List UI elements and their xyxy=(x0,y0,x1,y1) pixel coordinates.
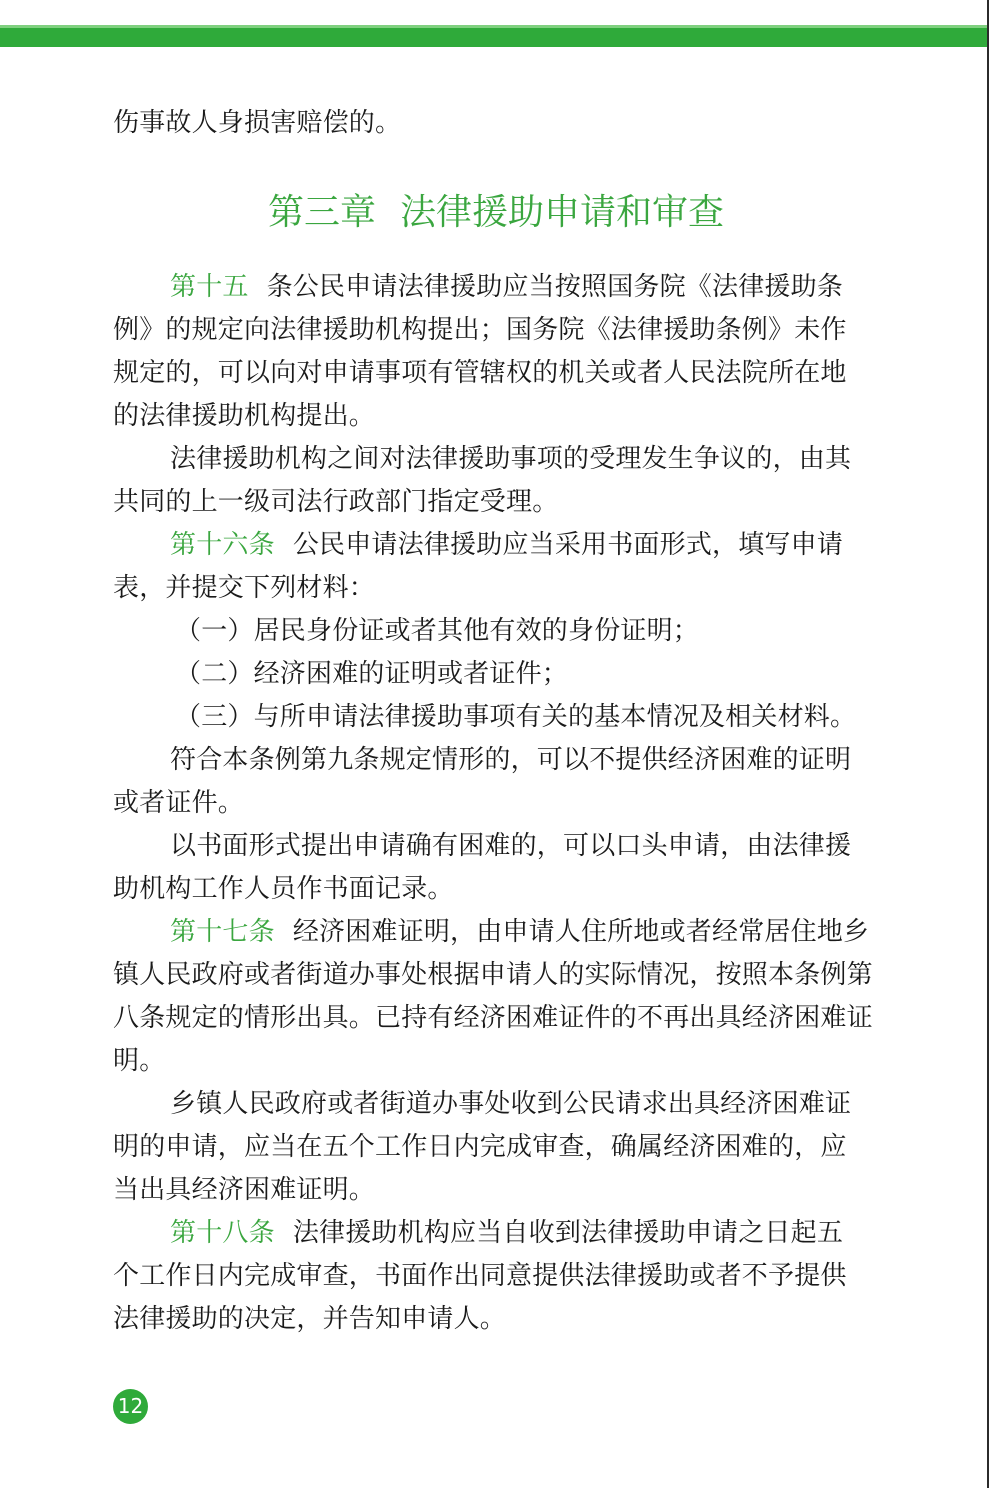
page-body xyxy=(113,102,879,1341)
article-15-first-line xyxy=(113,266,879,309)
page-edge-line xyxy=(987,0,989,1488)
article-text: 明。 xyxy=(113,1046,166,1076)
article-text: 公民申请法律援助应当采用书面形式，填写申请 xyxy=(292,530,844,560)
article-text: 符合本条例第九条规定情形的，可以不提供经济困难的证明 xyxy=(170,745,852,775)
article-text: 八条规定的情形出具。已持有经济困难证件的不再出具经济困难证 xyxy=(113,1003,873,1033)
article-text: 的法律援助机构提出。 xyxy=(113,401,376,431)
article-16-first-line xyxy=(113,524,879,567)
article-18-label: 第十八条 xyxy=(170,1218,275,1248)
list-item: （三）与所申请法律援助事项有关的基本情况及相关材料。 xyxy=(175,702,857,732)
article-text: 个工作日内完成审查，书面作出同意提供法律援助或者不予提供 xyxy=(113,1261,847,1291)
chapter-number: 第三章 xyxy=(267,192,376,233)
header-green-bar xyxy=(0,25,988,47)
list-item: （一）居民身份证或者其他有效的身份证明； xyxy=(175,616,700,646)
article-text: 或者证件。 xyxy=(113,788,245,818)
chapter-heading xyxy=(113,183,879,243)
article-text: 助机构工作人员作书面记录。 xyxy=(113,874,454,904)
article-text: 当出具经济困难证明。 xyxy=(113,1175,376,1205)
list-item: （二）经济困难的证明或者证件； xyxy=(175,659,569,689)
article-text: 规定的，可以向对申请事项有管辖权的机关或者人民法院所在地 xyxy=(113,358,847,388)
article-text: 明的申请，应当在五个工作日内完成审查，确属经济困难的，应 xyxy=(113,1132,847,1162)
article-text: 法律援助的决定，并告知申请人。 xyxy=(113,1304,507,1334)
article-text: 表，并提交下列材料： xyxy=(113,573,376,603)
header-bar-highlight xyxy=(0,25,988,28)
article-17-first-line xyxy=(113,911,879,954)
article-text: 镇人民政府或者街道办事处根据申请人的实际情况，按照本条例第 xyxy=(113,960,873,990)
continuation-text: 伤事故人身损害赔偿的。 xyxy=(113,108,402,138)
article-text: 以书面形式提出申请确有困难的，可以口头申请，由法律援 xyxy=(170,831,852,861)
page-number-badge: 12 xyxy=(113,1389,148,1424)
article-16-label: 第十六条 xyxy=(170,530,275,560)
article-17-label: 第十七条 xyxy=(170,917,275,947)
article-text: 条公民申请法律援助应当按照国务院《法律援助条 xyxy=(266,272,844,302)
article-text: 共同的上一级司法行政部门指定受理。 xyxy=(113,487,559,517)
article-text: 乡镇人民政府或者街道办事处收到公民请求出具经济困难证 xyxy=(170,1089,852,1119)
article-18-first-line xyxy=(113,1212,879,1255)
article-15-label: 第十五 xyxy=(170,272,249,302)
article-text: 经济困难证明，由申请人住所地或者经常居住地乡 xyxy=(292,917,870,947)
article-text: 例》的规定向法律援助机构提出；国务院《法律援助条例》未作 xyxy=(113,315,847,345)
chapter-title: 法律援助申请和审查 xyxy=(400,192,725,233)
article-text: 法律援助机构应当自收到法律援助申请之日起五 xyxy=(292,1218,844,1248)
article-text: 法律援助机构之间对法律援助事项的受理发生争议的，由其 xyxy=(170,444,852,474)
